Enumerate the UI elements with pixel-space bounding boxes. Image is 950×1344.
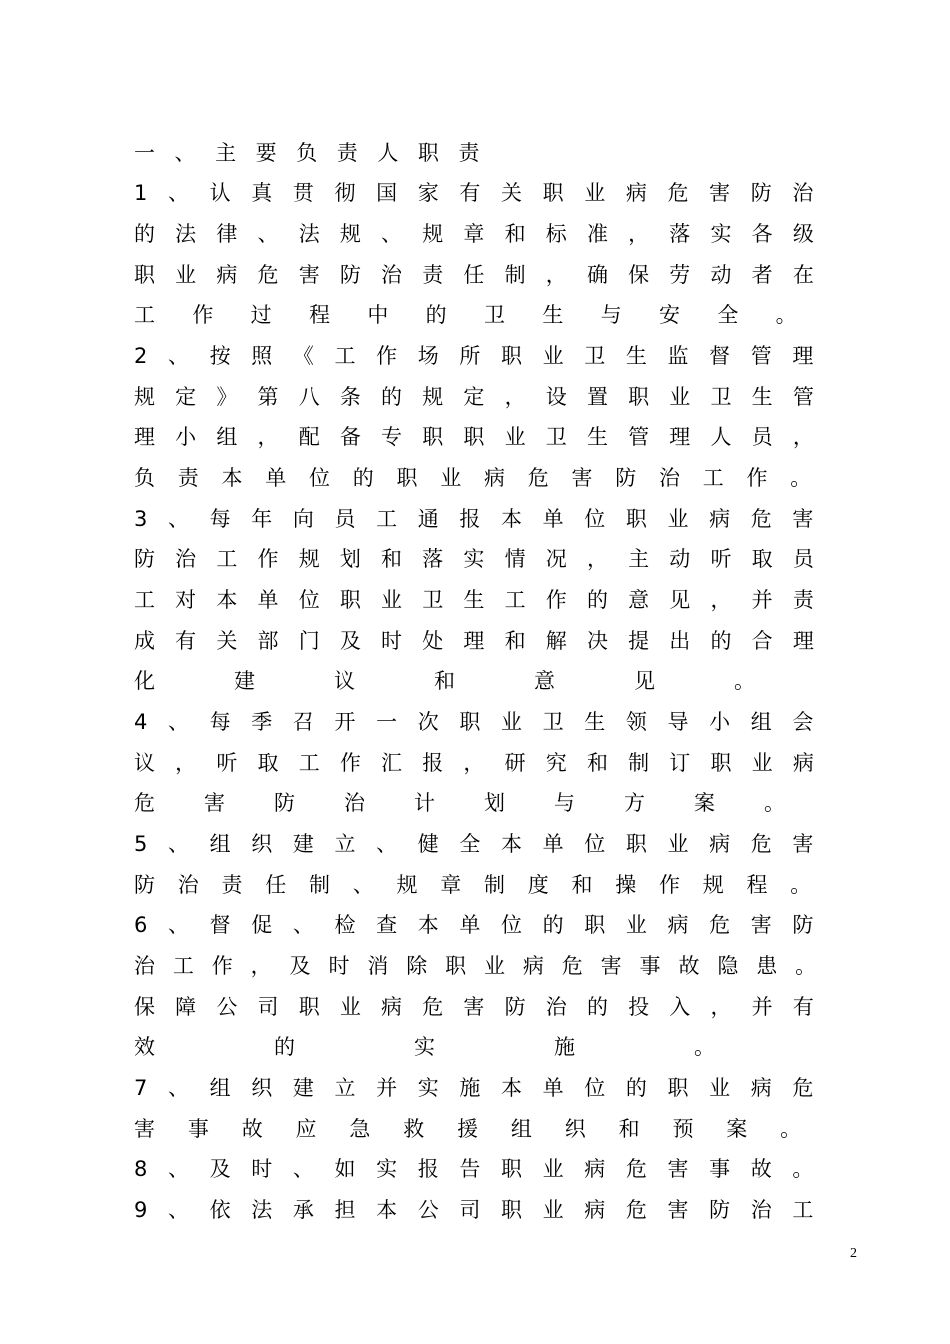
text-line: 职业病危害防治责任制，确保劳动者在 [134, 263, 834, 287]
text-line: 工对本单位职业卫生工作的意见，并责 [134, 588, 834, 612]
page-number: 2 [850, 1246, 857, 1261]
text-line: 工作过程中的卫生与安全。 [134, 303, 834, 327]
text-line: 效的实施。 [134, 1035, 834, 1059]
text-line: 5、组织建立、健全本单位职业病危害 [134, 832, 834, 856]
text-line: 规定》第八条的规定，设置职业卫生管 [134, 385, 834, 409]
text-line: 4、每季召开一次职业卫生领导小组会 [134, 710, 834, 734]
text-line: 害事故应急救援组织和预案。 [134, 1117, 834, 1141]
text-line: 的法律、法规、规章和标准，落实各级 [134, 222, 834, 246]
text-line: 危害防治计划与方案。 [134, 791, 834, 815]
text-line: 保障公司职业病危害防治的投入，并有 [134, 995, 834, 1019]
section-heading: 一、主要负责人职责 [134, 141, 499, 165]
text-line: 1、认真贯彻国家有关职业病危害防治 [134, 181, 834, 205]
text-line: 2、按照《工作场所职业卫生监督管理 [134, 344, 834, 368]
text-line: 6、督促、检查本单位的职业病危害防 [134, 913, 834, 937]
text-line: 负责本单位的职业病危害防治工作。 [134, 466, 834, 490]
text-line: 理小组，配备专职职业卫生管理人员， [134, 425, 834, 449]
text-line: 化建议和意见。 [134, 669, 834, 693]
text-line: 3、每年向员工通报本单位职业病危害 [134, 507, 834, 531]
text-line: 成有关部门及时处理和解决提出的合理 [134, 629, 834, 653]
text-line: 防治责任制、规章制度和操作规程。 [134, 873, 834, 897]
text-line: 议，听取工作汇报，研究和制订职业病 [134, 751, 834, 775]
text-line: 8、及时、如实报告职业病危害事故。 [134, 1157, 834, 1181]
text-line: 防治工作规划和落实情况，主动听取员 [134, 547, 834, 571]
text-line: 9、依法承担本公司职业病危害防治工 [134, 1198, 834, 1222]
text-line: 7、组织建立并实施本单位的职业病危 [134, 1076, 834, 1100]
text-line: 治工作，及时消除职业病危害事故隐患。 [134, 954, 834, 978]
